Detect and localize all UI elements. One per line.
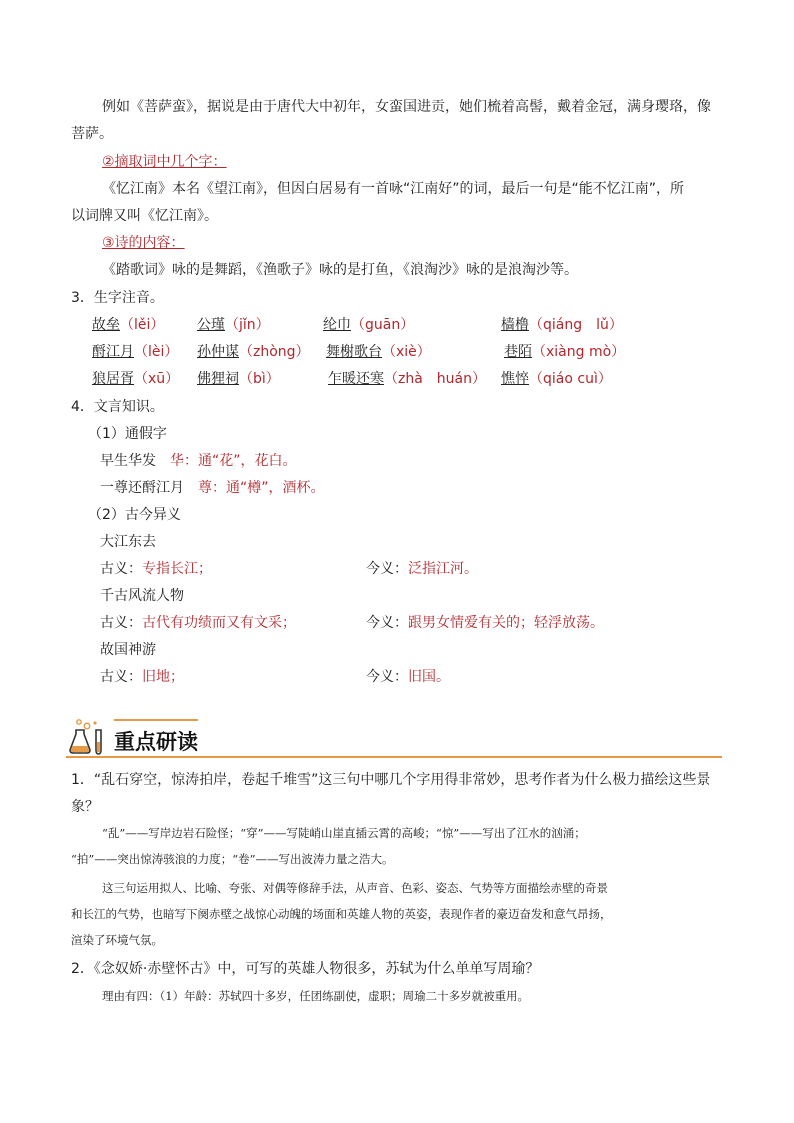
pronunciation-item: 狼居胥（xū） — [92, 371, 180, 387]
tongjia-item-2: 一尊还酹江月 尊：通“樽”，酒杯。 — [100, 480, 325, 496]
gujin-phrase: 故国神游 — [100, 642, 156, 658]
pronunciation-item: 佛狸祠（bì） — [197, 371, 280, 387]
pronunciation-item: 纶巾（guān） — [323, 317, 415, 333]
header-underline — [66, 756, 722, 758]
point-2-label: ②摘取词中几个字： — [102, 154, 227, 170]
pronunciation-item: 孙仲谋（zhòng） — [197, 344, 310, 360]
paragraph-pusaman-line2: 菩萨。 — [71, 126, 113, 142]
section-3-heading: 3．生字注音。 — [71, 290, 164, 306]
header-top-rule — [114, 719, 198, 721]
gujin-modern: 今义：跟男女情爱有关的；轻浮放荡。 — [366, 615, 604, 631]
question-1-line1: 1．“乱石穿空，惊涛拍岸，卷起千堆雪”这三句中哪几个字用得非常妙，思考作者为什么极力描绘这些景 — [71, 772, 711, 788]
gujin-modern: 今义：旧国。 — [366, 669, 450, 685]
gujin-ancient: 古义：专指长江； — [100, 561, 212, 577]
gujin-modern: 今义：泛指江河。 — [366, 561, 478, 577]
answer-1-line4: 和长江的气势，也暗写下阕赤壁之战惊心动魄的场面和英雄人物的英姿，表现作者的豪迈奋发和意气昂扬， — [71, 907, 612, 921]
answer-2-line1: 理由有四：（1）年龄：苏轼四十多岁，任团练副使，虚职；周瑜二十多岁就被重用。 — [102, 989, 530, 1003]
pronunciation-item: 酹江月（lèi） — [92, 344, 179, 360]
point-3-label: ③诗的内容： — [102, 235, 185, 251]
tongjia-item-1: 早生华发 华：通“花”，花白。 — [100, 453, 297, 469]
answer-1-line1: “乱”——写岸边岩石险怪；“穿”——写陡峭山崖直插云霄的高峻；“惊”——写出了江水的汹涌； — [102, 826, 586, 840]
pronunciation-item: 舞榭歌台（xiè） — [326, 344, 431, 360]
paragraph-poem-content: 《踏歌词》咏的是舞蹈，《渔歌子》咏的是打鱼，《浪淘沙》咏的是浪淘沙等。 — [102, 262, 578, 278]
pronunciation-item: 巷陌（xiàng mò） — [504, 344, 626, 360]
paragraph-pusaman-line1: 例如《菩萨蛮》，据说是由于唐代大中初年，女蛮国进贡，她们梳着高髻，戴着金冠，满身璎珞，像 — [102, 99, 711, 115]
paragraph-yijiangnan-line1: 《忆江南》本名《望江南》，但因白居易有一首咏“江南好”的词，最后一句是“能不忆江南”，所 — [102, 181, 685, 197]
section-title: 重点研读 — [114, 730, 198, 754]
gujin-phrase: 千古风流人物 — [100, 588, 184, 604]
question-1-line2: 象？ — [71, 799, 99, 815]
answer-1-line5: 渲染了环境气氛。 — [71, 933, 163, 947]
pronunciation-item: 憔悴（qiáo cuì） — [501, 371, 612, 387]
question-2: 2．《念奴娇·赤壁怀古》中，可写的英雄人物很多，苏轼为什么单单写周瑜？ — [71, 961, 540, 977]
gujin-ancient: 古义：古代有功绩而又有文采； — [100, 615, 296, 631]
pronunciation-item: 公瑾（jǐn） — [197, 317, 270, 333]
lab-flask-icon — [68, 718, 112, 760]
subheading-tongjiazi: （1）通假字 — [88, 426, 167, 442]
section-4-heading: 4．文言知识。 — [71, 399, 164, 415]
subheading-gujinyiyi: （2）古今异义 — [88, 507, 181, 523]
gujin-phrase: 大江东去 — [100, 534, 156, 550]
section-header — [66, 716, 722, 760]
paragraph-yijiangnan-line2: 以词牌又叫《忆江南》。 — [71, 208, 218, 224]
gujin-ancient: 古义：旧地； — [100, 669, 184, 685]
answer-1-line2: “拍”——突出惊涛骇浪的力度；“卷”——写出波涛力量之浩大。 — [71, 852, 394, 866]
pronunciation-item: 乍暖还寒（zhà huán） — [328, 371, 486, 387]
answer-1-line3: 这三句运用拟人、比喻、夸张、对偶等修辞手法，从声音、色彩、姿态、气势等方面描绘赤壁的奇景 — [102, 881, 608, 895]
pronunciation-item: 樯橹（qiáng lǔ） — [501, 317, 623, 333]
pronunciation-item: 故垒（lěi） — [92, 317, 165, 333]
